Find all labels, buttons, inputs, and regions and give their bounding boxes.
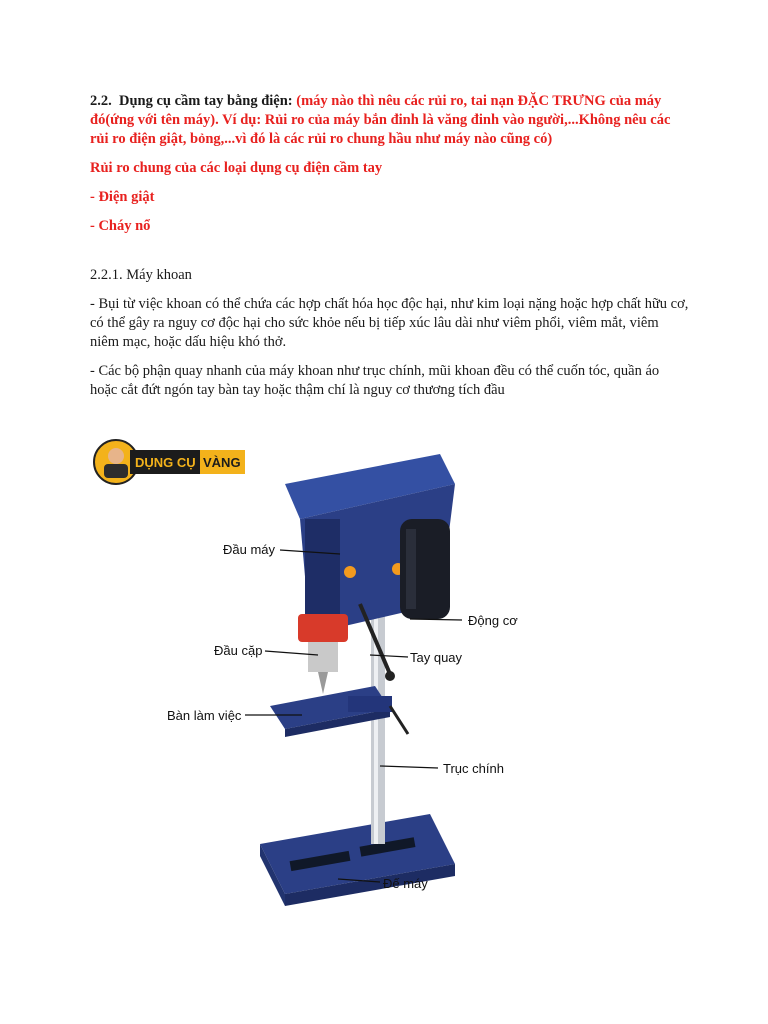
section-heading <box>90 92 690 149</box>
work-table <box>270 686 408 737</box>
label-handle: Tay quay <box>410 650 463 665</box>
label-work-table: Bàn làm việc <box>167 708 242 723</box>
drill-press-diagram <box>90 424 626 928</box>
risk-item-fire-explosion: - Cháy nổ <box>90 218 151 234</box>
motor <box>400 519 450 619</box>
paragraph-dust-hazard: - Bụi từ việc khoan có thể chứa các hợp chất hóa học độc hại, như kim loại nặng hoặc hợp chất hữu cơ, có thể gây ra nguy cơ độc hại cho sức khỏe nếu bị tiếp xúc lâu dài như viêm phổi, viêm mắt, viêm niêm mạc, hoặc dấu hiệu khó thở. <box>90 296 689 350</box>
paragraph-rotating-parts: - Các bộ phận quay nhanh của máy khoan như trục chính, mũi khoan đều có thể cuốn tóc, quần áo hoặc cắt đứt ngón tay bàn tay hoặc thậm chí là nguy cơ thương tích đầu <box>90 363 660 398</box>
brand-logo <box>94 440 245 484</box>
label-head: Đầu máy <box>223 542 276 557</box>
logo-text-left: DỤNG CỤ <box>135 455 196 470</box>
logo-text-right: VÀNG <box>203 455 241 470</box>
label-motor: Động cơ <box>468 613 518 628</box>
drill-base <box>260 814 455 906</box>
subsection-title: 2.2.1. Máy khoan <box>90 267 192 283</box>
label-base: Đế máy <box>383 876 428 891</box>
drill-press-figure <box>90 424 626 928</box>
section-number: 2.2. <box>90 93 112 109</box>
section-note: (máy nào thì nêu các rủi ro, tai nạn ĐẶC TRƯNG của máy đó(ứng với tên máy). Ví dụ: Rủi ro của máy bắn đinh là văng đinh vào người,...Không nêu các rủi ro điện giật, bỏng,...vì đó là các rủi ro chung hầu như máy nào cũng có) <box>90 93 671 147</box>
label-chuck: Đầu cặp <box>214 643 263 658</box>
section-title: Dụng cụ cầm tay bằng điện: <box>119 93 293 109</box>
document-page <box>90 92 690 400</box>
risk-item-electric-shock: - Điện giật <box>90 189 155 205</box>
common-risks-heading: Rủi ro chung của các loại dụng cụ điện cầm tay <box>90 160 383 176</box>
label-column: Trục chính <box>443 761 504 776</box>
